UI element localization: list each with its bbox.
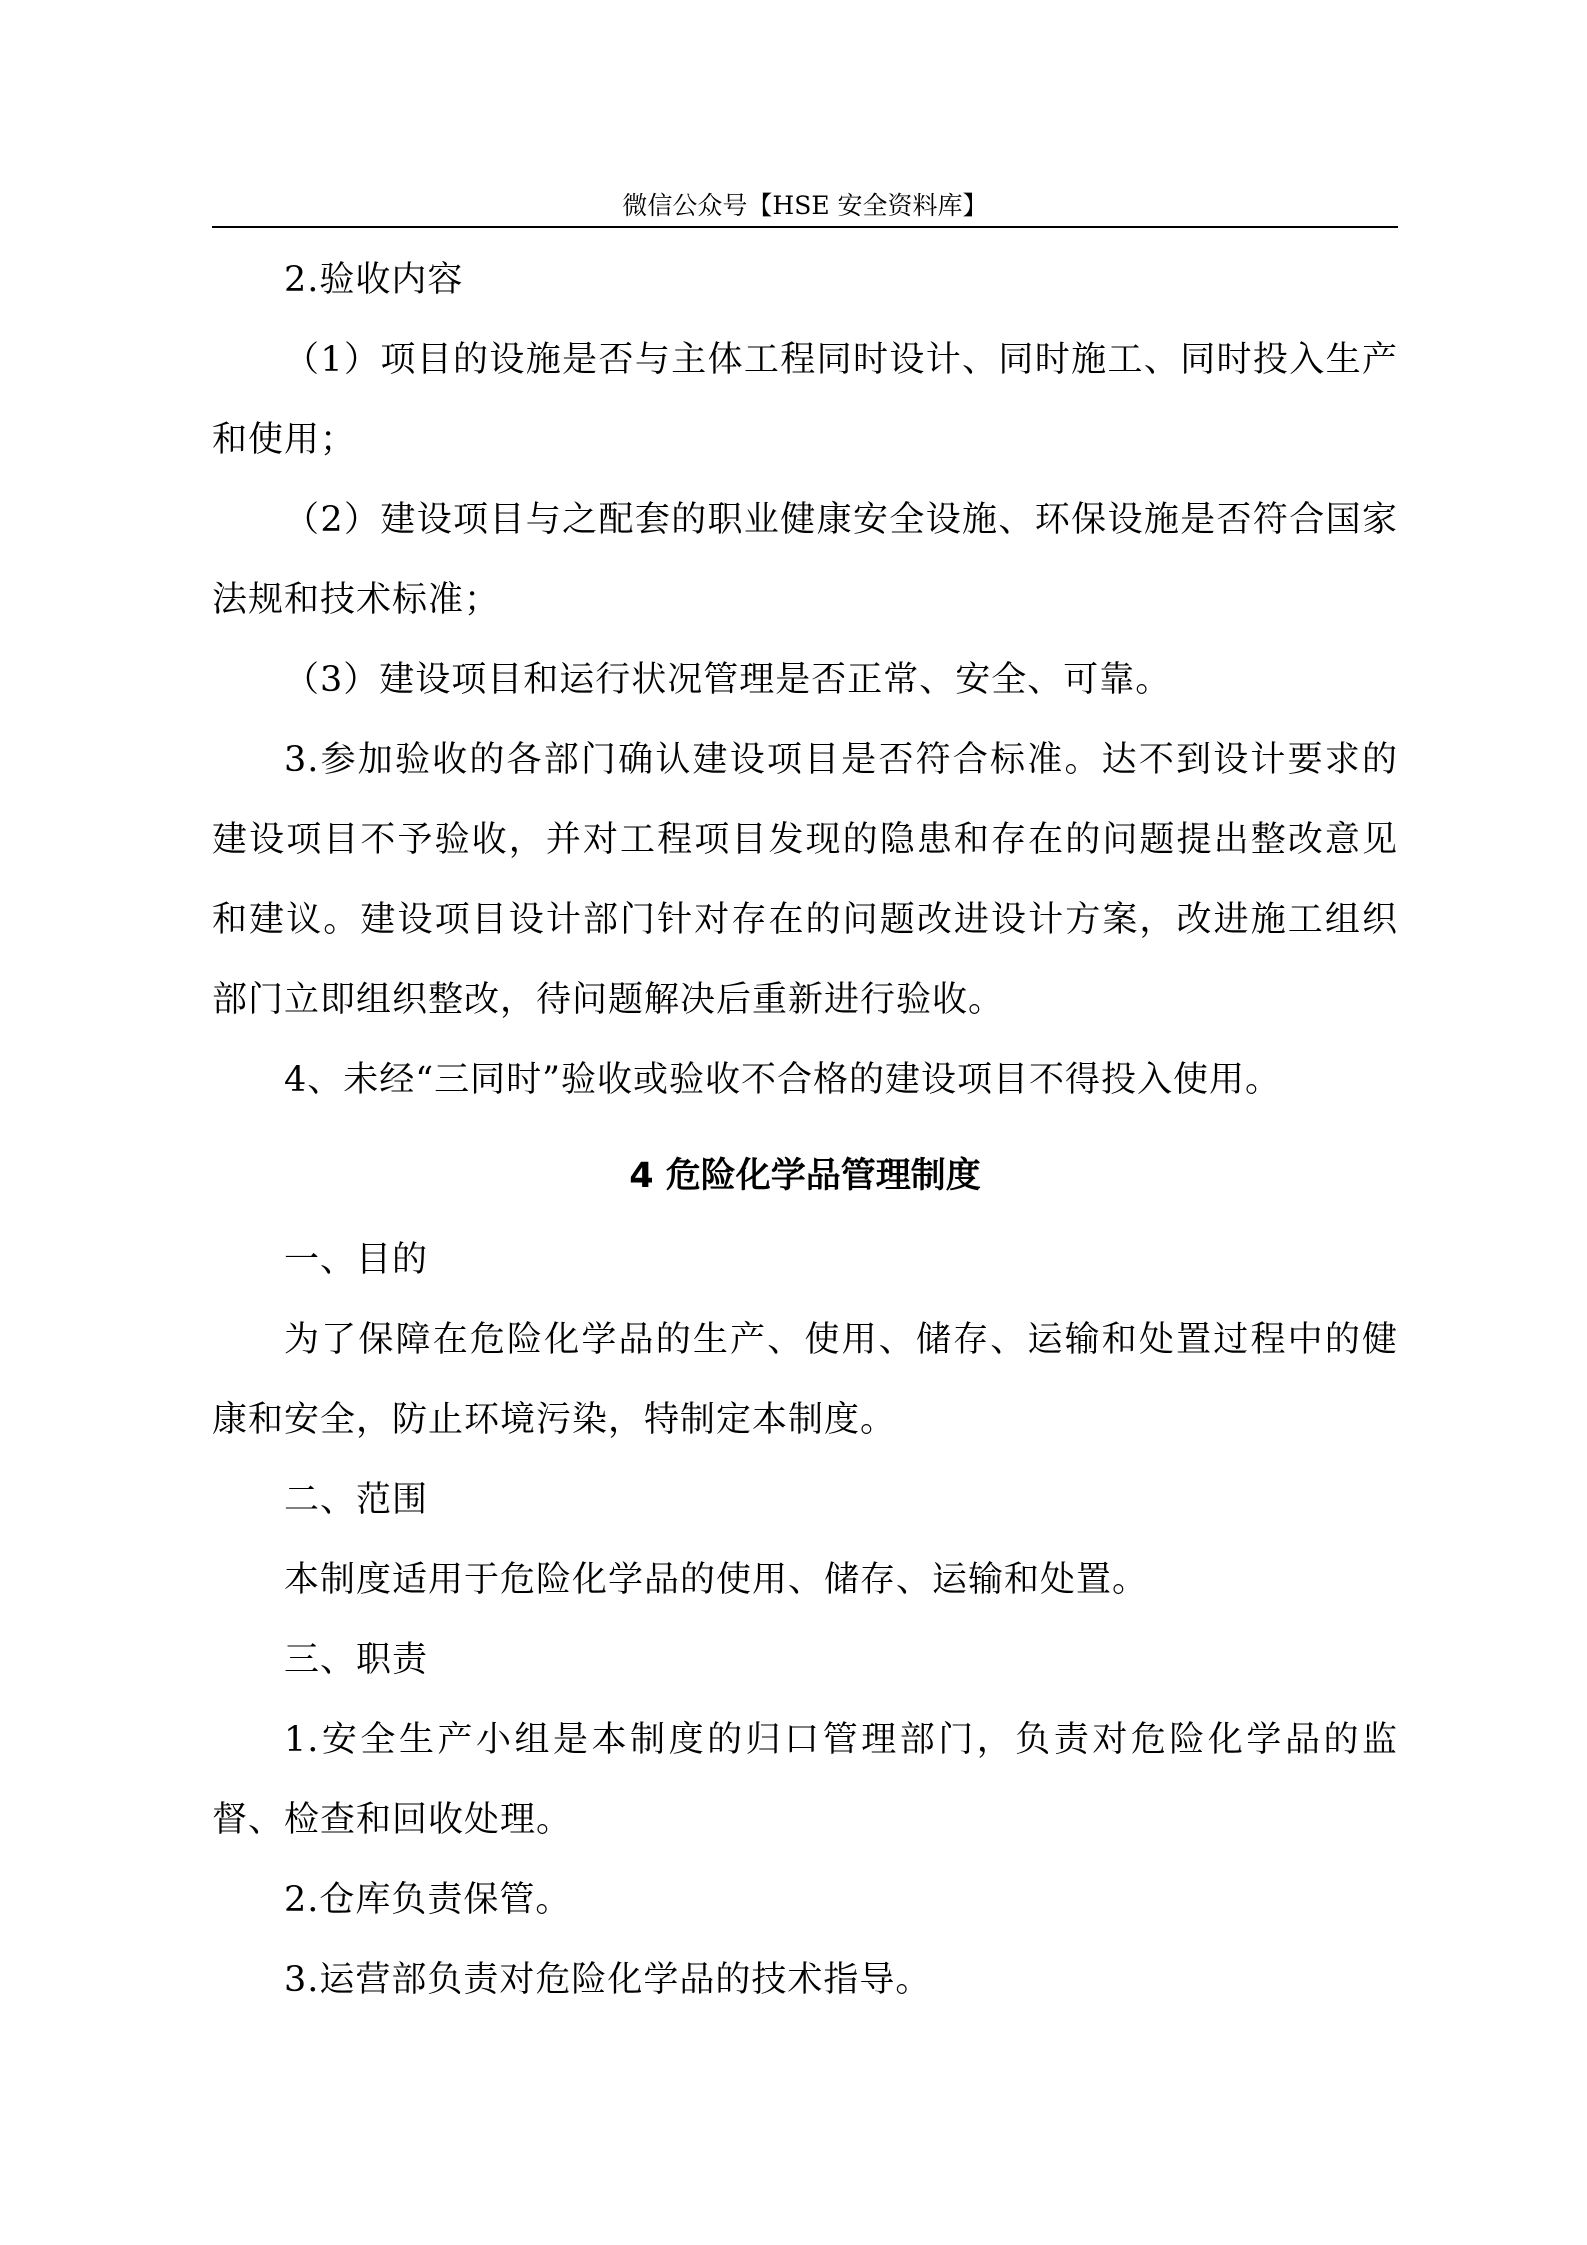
section-title: 4 危险化学品管理制度	[629, 1156, 981, 1196]
paragraph-responsibility-3: 3.运营部负责对危险化学品的技术指导。	[284, 1960, 932, 2000]
paragraph-responsibility-1: 1.安全生产小组是本制度的归口管理部门，负责对危险化学品的监督、检查和回收处理。	[212, 1720, 1398, 1840]
paragraph-item-1: （1）项目的设施是否与主体工程同时设计、同时施工、同时投入生产和使用；	[212, 340, 1398, 460]
page-header: 微信公众号【HSE 安全资料库】	[212, 186, 1398, 228]
heading-purpose: 一、目的	[284, 1240, 429, 1280]
heading-responsibilities: 三、职责	[284, 1640, 429, 1680]
paragraph-scope: 本制度适用于危险化学品的使用、储存、运输和处置。	[284, 1560, 1149, 1600]
paragraph-responsibility-2: 2.仓库负责保管。	[284, 1880, 572, 1920]
paragraph-item-3: （3）建设项目和运行状况管理是否正常、安全、可靠。	[284, 660, 1172, 700]
paragraph-point-3: 3.参加验收的各部门确认建设项目是否符合标准。达不到设计要求的建设项目不予验收，并对工程项目发现的隐患和存在的问题提出整改意见和建议。建设项目设计部门针对存在的问题改进设计方案，改进施工组织部门立即组织整改，待问题解决后重新进行验收。	[212, 740, 1398, 1020]
document-body	[212, 240, 1398, 2020]
paragraph-acceptance-content: 2.验收内容	[284, 260, 464, 300]
heading-scope: 二、范围	[284, 1480, 429, 1520]
paragraph-point-4: 4、未经“三同时”验收或验收不合格的建设项目不得投入使用。	[284, 1060, 1282, 1100]
paragraph-purpose: 为了保障在危险化学品的生产、使用、储存、运输和处置过程中的健康和安全，防止环境污染，特制定本制度。	[212, 1320, 1398, 1440]
paragraph-item-2: （2）建设项目与之配套的职业健康安全设施、环保设施是否符合国家法规和技术标准；	[212, 500, 1398, 620]
